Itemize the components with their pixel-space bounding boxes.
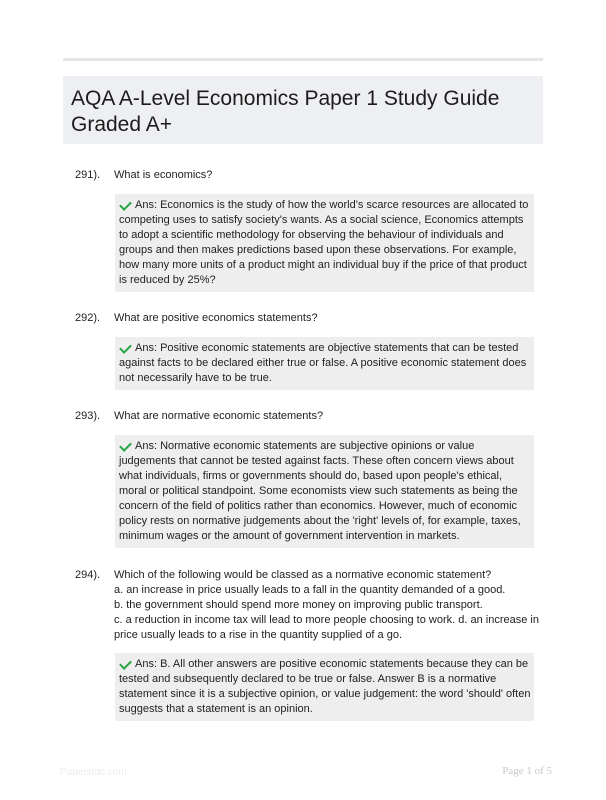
check-icon bbox=[119, 439, 132, 452]
question-text: What are positive economics statements? bbox=[114, 312, 318, 324]
question-number: 293). bbox=[75, 410, 101, 422]
answer-text: Ans: Positive economic statements are objective statements that can be tested against facts to be declared either true or false. A positive economic statement does not necessarily have to be true. bbox=[119, 342, 527, 384]
question-text: Which of the following would be classed as a normative economic statement? a. an increase in price usually leads to a fall in the quantity demanded of a good. b. the government should spend more money on improving public transport. c. a reduction in income tax will lead to more people choosing to work. d. an increase in price usually leads to a rise in the quantity supplied of a go. bbox=[114, 569, 539, 641]
answer-text: Ans: B. All other answers are positive economic statements because they can be tested and subsequently declared to be true or false. Answer B is a normative statement since it is a subjective opinion, or value judgement: the word 'should' often suggests that a statement is an opinion. bbox=[119, 658, 531, 715]
check-icon bbox=[119, 341, 132, 354]
page-indicator: Page 1 of 5 bbox=[502, 765, 552, 777]
question-number: 291). bbox=[75, 169, 101, 181]
title-banner bbox=[63, 76, 543, 144]
document-title: AQA A-Level Economics Paper 1 Study Guide Graded A+ bbox=[71, 87, 500, 136]
top-divider bbox=[63, 58, 543, 61]
question-number: 294). bbox=[75, 569, 101, 581]
question-number: 292). bbox=[75, 312, 101, 324]
answer-text: Ans: Economics is the study of how the world's scarce resources are allocated to competing uses to satisfy society's wants. As a social science, Economics attempts to adopt a scientific methodology for observing the behaviour of individuals and groups and then makes predictions based upon these observations. For example, how many more units of a product might an individual buy if the price of that product is reduced by 25%? bbox=[119, 199, 529, 286]
answer-box bbox=[115, 194, 534, 292]
check-icon bbox=[119, 657, 132, 670]
answer-box bbox=[115, 653, 534, 721]
answer-text: Ans: Normative economic statements are subjective opinions or value judgements that cannot be tested against facts. These often concern views about what individuals, firms or governments should do, based upon people's ethical, moral or political standpoint. Some economists view such statements as being the concern of the field of politics rather than economics. However, much of economic policy rests on normative judgements about the 'right' levels of, for example, taxes, minimum wages or the amount of government intervention in markets. bbox=[119, 440, 521, 542]
question-text: What is economics? bbox=[114, 169, 213, 181]
answer-box bbox=[115, 435, 534, 548]
question-text: What are normative economic statements? bbox=[114, 410, 324, 422]
footer-watermark: Paperstdc.com bbox=[60, 767, 127, 778]
check-icon bbox=[119, 198, 132, 211]
answer-box bbox=[115, 337, 534, 390]
